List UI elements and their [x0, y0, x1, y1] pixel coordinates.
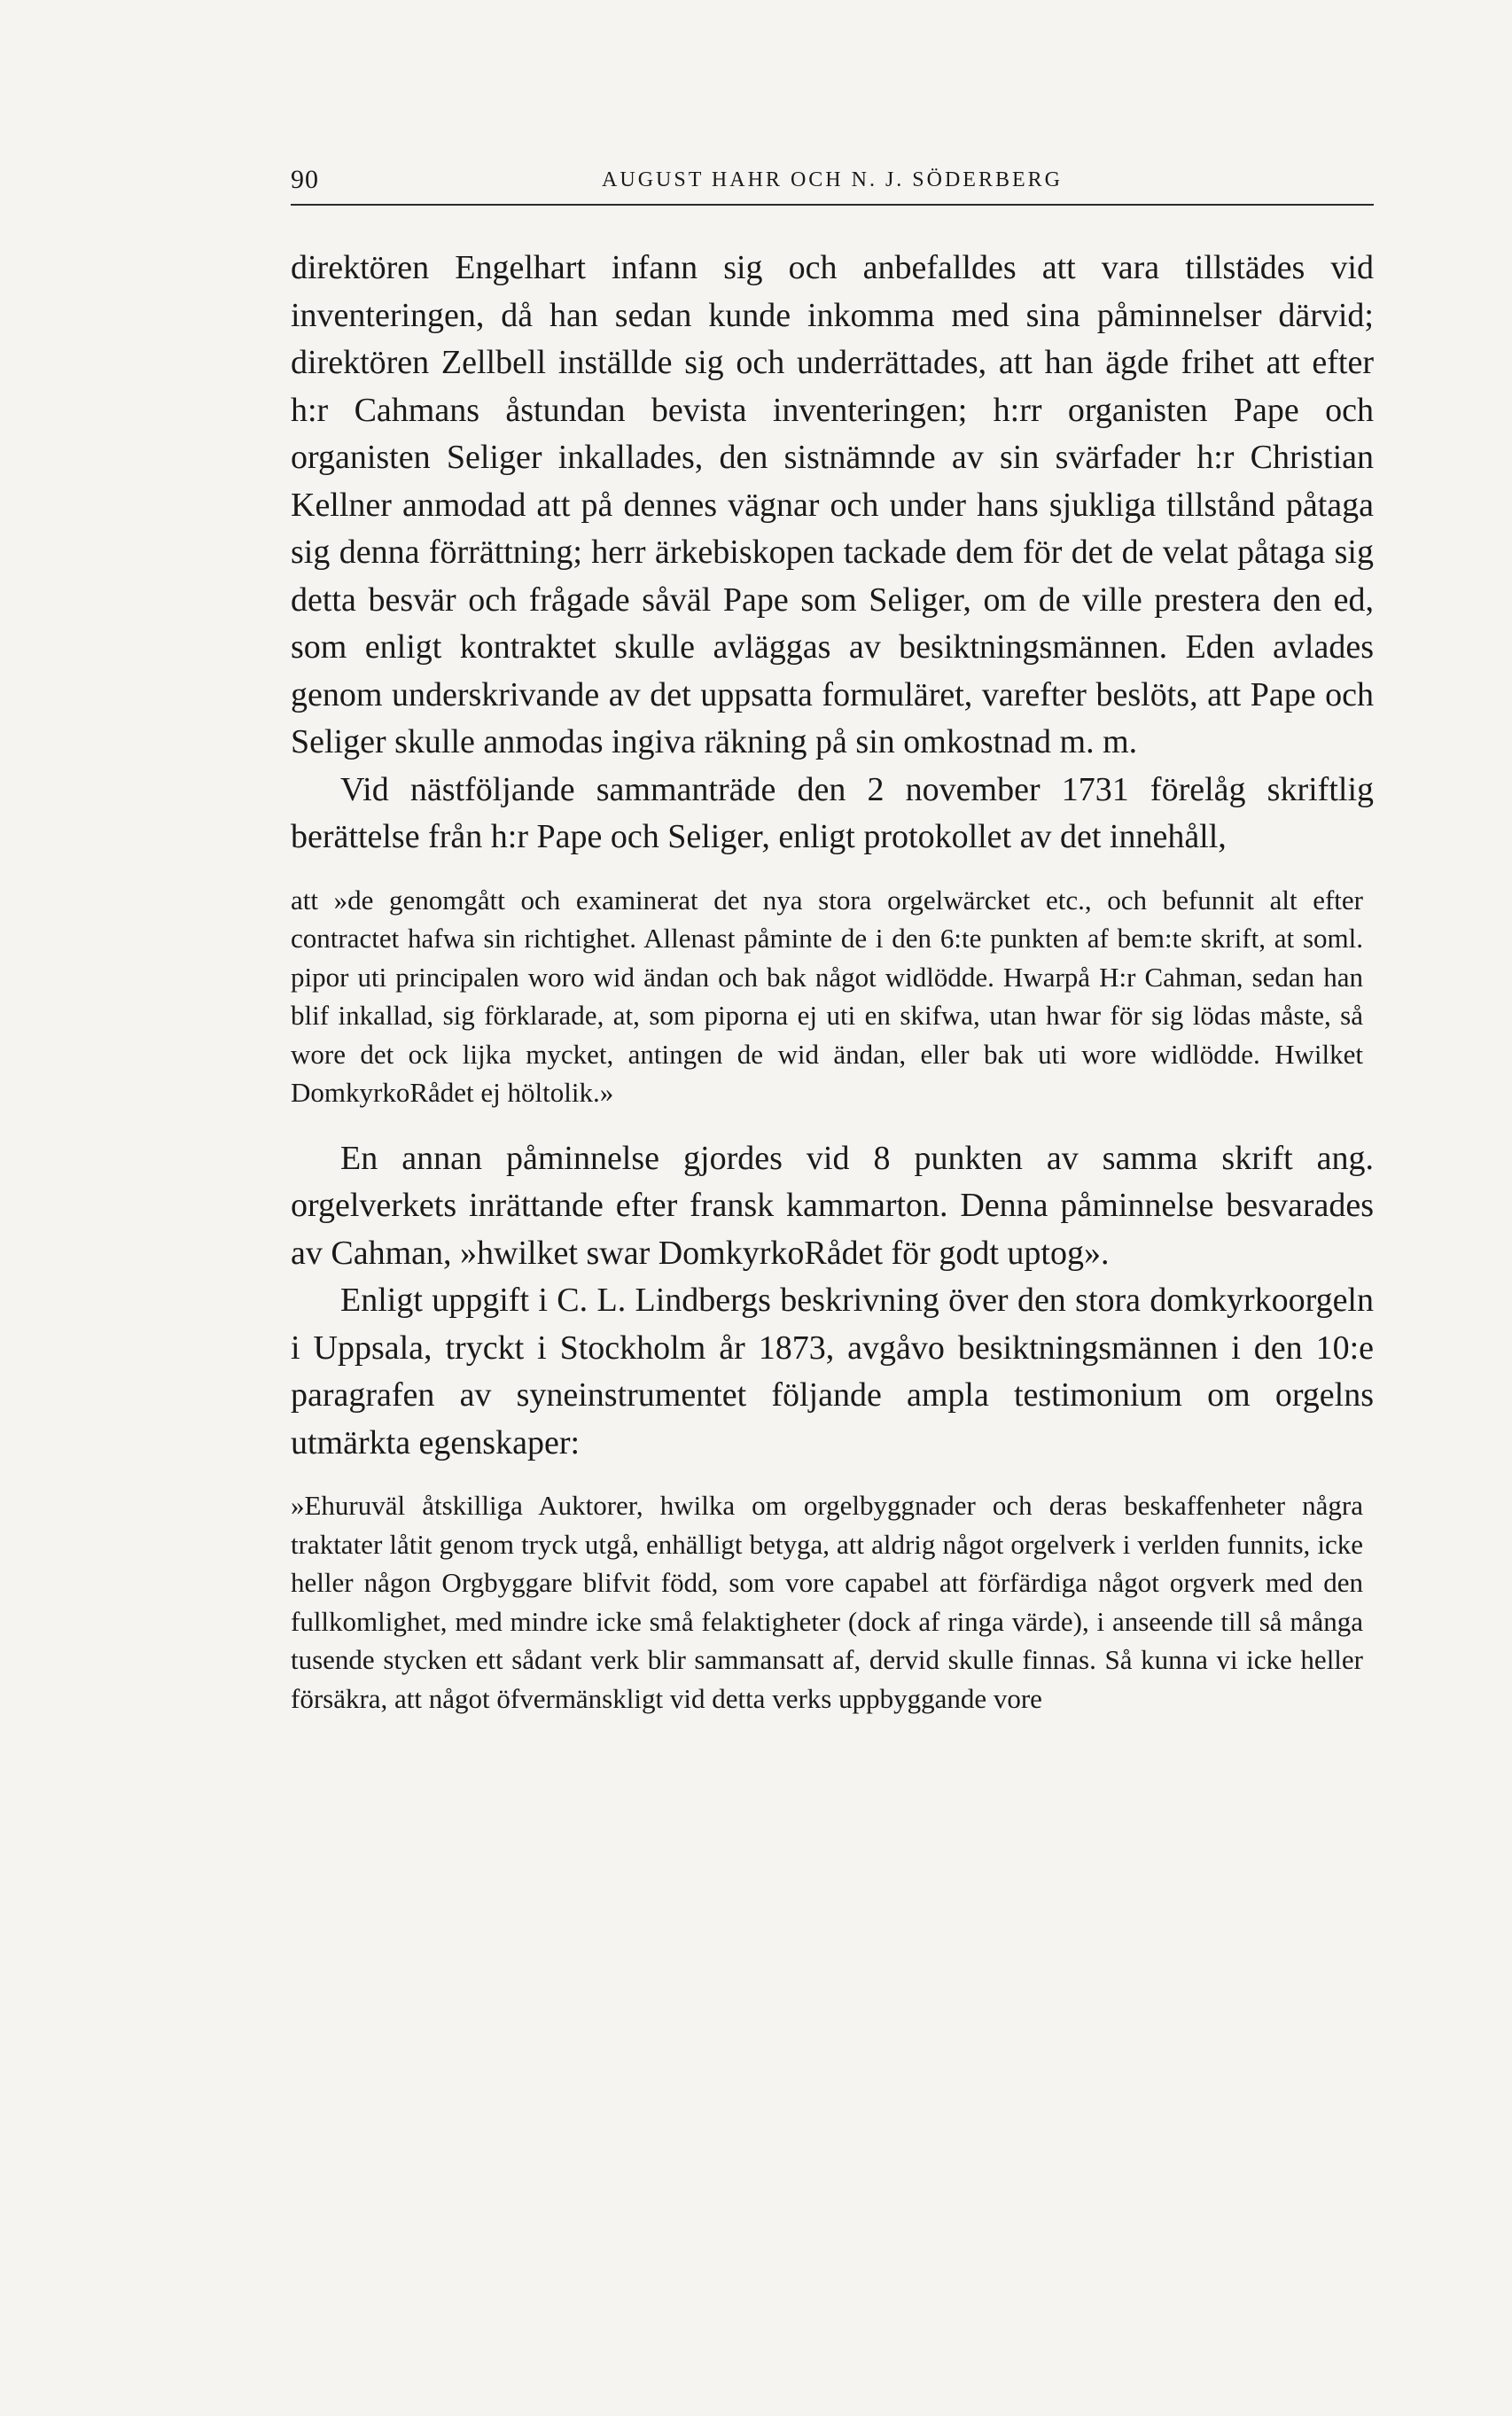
page-header — [291, 160, 1374, 206]
block-quote-1: att »de genomgått och examinerat det nya stora orgelwärcket etc., och befunnit alt efter contractet hafwa sin richtighet. Allenast påminte de i den 6:te punkten af bem:te skrift, at soml. pipor uti principalen woro wid ändan och bak något widlödde. Hwarpå H:r Cahman, sedan han blif inkallad, sig förklarade, at, som piporna ej uti en skifwa, utan hwar för sig lödas måste, så wore det ock lijka mycket, antingen de wid ändan, eller bak uti wore widlödde. Hwilket DomkyrkoRådet ej höltolik.» — [291, 884, 1363, 1108]
page-body — [291, 245, 1374, 1718]
page-number: 90 — [291, 165, 319, 194]
paragraph-4: Enligt uppgift i C. L. Lindbergs beskrivning över den stora domkyrkoorgeln i Uppsala, tryckt i Stockholm år 1873, avgåvo besiktningsmännen i den 10:e paragrafen av syneinstrumentet följande ampla testimonium om orgelns utmärkta egenskaper: — [291, 1282, 1374, 1461]
block-quote-2: »Ehuruväl åtskilliga Auktorer, hwilka om orgelbyggnader och deras beskaffenheter några traktater låtit genom tryck utgå, enhälligt betyga, att aldrig något orgelverk i verlden funnits, icke heller någon Orgbyggare blifvit född, som vore capabel att förfärdiga något orgverk med den fullkomlighet, med mindre icke små felaktigheter (dock af ringa värde), i anseende till så många tusende stycken ett sådant verk blir sammansatt af, dervid skulle finnas. Så kunna vi icke heller försäkra, att något öfvermänskligt vid detta verks uppbyggande vore — [291, 1490, 1363, 1714]
paragraph-1: direktören Engelhart infann sig och anbefalldes att vara tillstädes vid inventeringen, då han sedan kunde inkomma med sina påminnelser därvid; direktören Zellbell inställde sig och underrättades, att han ägde frihet att efter h:r Cahmans åstundan bevista inventeringen; h:rr organisten Pape och organisten Seliger inkallades, den sistnämnde av sin svärfader h:r Christian Kellner anmodad att på dennes vägnar och under hans sjukliga tillstånd påtaga sig denna förrättning; herr ärkebiskopen tackade dem för det de velat påtaga sig detta besvär och frågade såväl Pape som Seliger, om de ville prestera den ed, som enligt kontraktet skulle avläggas av besiktningsmännen. Eden avlades genom underskrivande av det uppsatta formuläret, varefter beslöts, att Pape och Seliger skulle anmodas ingiva räkning på sin omkostnad m. m. — [291, 249, 1374, 760]
paragraph-3: En annan påminnelse gjordes vid 8 punkten av samma skrift ang. orgelverkets inrättande efter fransk kammarton. Denna påminnelse besvarades av Cahman, »hwilket swar DomkyrkoRådet för godt uptog». — [291, 1139, 1374, 1272]
paragraph-2: Vid nästföljande sammanträde den 2 november 1731 förelåg skriftlig berättelse från h:r Pape och Seliger, enligt protokollet av det innehåll, — [291, 770, 1374, 855]
running-head: AUGUST HAHR OCH N. J. SÖDERBERG — [602, 168, 1063, 191]
